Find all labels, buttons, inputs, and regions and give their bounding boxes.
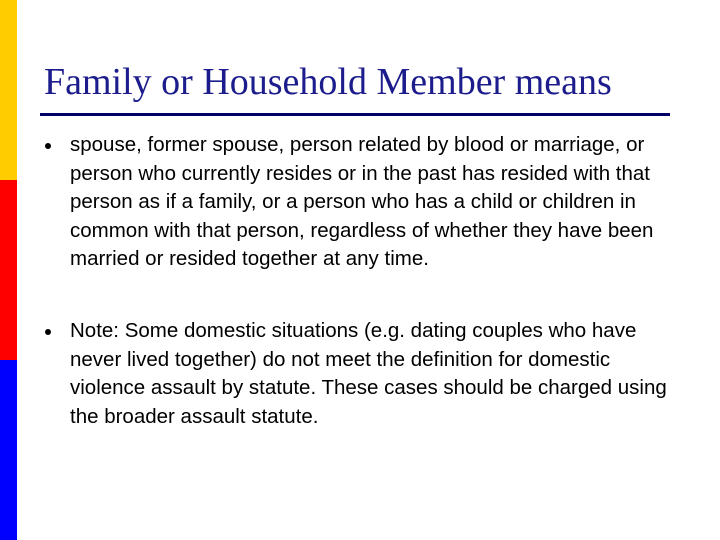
accent-bar-yellow [0, 0, 17, 180]
bullet-text-note: Note: Some domestic situations (e.g. dating couples who have never lived together) do not meet the definition for domestic violence assault by statute. These cases should be charged using the broader assault statute. [70, 318, 667, 428]
bullet-item-note [34, 317, 684, 431]
accent-bar-red [0, 180, 17, 360]
bullet-text-definition: spouse, former spouse, person related by blood or marriage, or person who currently resides or in the past has resided with that person as if a family, or a person who has a child or children in common with that person, regardless of whether they have been married or resided together at any time. [70, 133, 654, 271]
bullet-item-definition [34, 131, 684, 274]
bullet-dot-icon [45, 329, 51, 335]
bullet-list [34, 131, 684, 431]
accent-bar-blue [0, 360, 17, 540]
bullet-dot-icon [45, 143, 51, 149]
slide-title: Family or Household Member means [44, 61, 612, 103]
title-underline [40, 113, 670, 116]
